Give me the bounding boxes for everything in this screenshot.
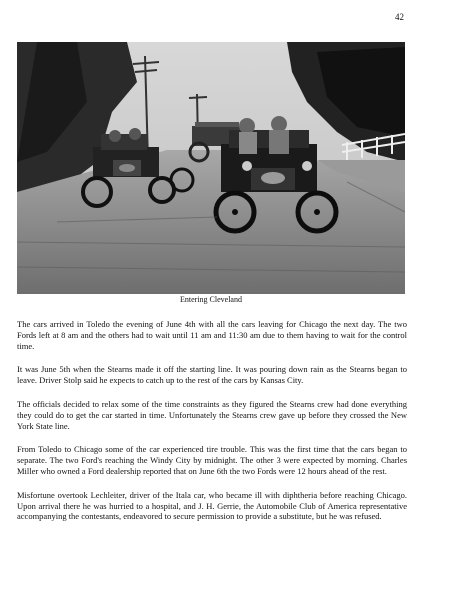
body-text (17, 319, 407, 535)
paragraph-3: The officials decided to relax some of the time constraints as they figured the Stearns crew had done everything they could do to get the car started in time. Unfortunately the Stearns crew gave up before they crossed the New York State line. (17, 398, 407, 431)
photo-illustration (17, 42, 405, 294)
photo-caption: Entering Cleveland (180, 295, 242, 304)
paragraph-4: From Toledo to Chicago some of the car experienced tire trouble. This was the first time that the cars began to separate. The two Ford's reaching the Windy City by midnight. The other 3 were expected by morning. Charles Miller who owned a Ford dealership reported that on June 6th the two Fords were 12 hours ahead of the rest. (17, 444, 407, 476)
photo-entering-cleveland (17, 42, 405, 294)
paragraph-5: Misfortune overtook Lechleiter, driver of the Itala car, who became ill with diphtheria before reaching Chicago. Upon arrival there he was hurried to a hospital, and J. H. Gerrie, the Automobile Club of America representative accompanying the contestants, endeavored to secure permission to provide a substitute, but he was refused. (17, 489, 407, 522)
paragraph-2: It was June 5th when the Stearns made it off the starting line. It was pouring down rain as the Stearns began to leave. Driver Stolp said he expects to catch up to the rest of the cars by Kansas City. (17, 364, 407, 386)
page-number: 42 (395, 12, 404, 22)
paragraph-1: The cars arrived in Toledo the evening of June 4th with all the cars leaving for Chicago the next day. The two Fords left at 8 am and the others had to wait until 11 am and 11:30 am due to them having to wait for the control time. (17, 319, 407, 351)
